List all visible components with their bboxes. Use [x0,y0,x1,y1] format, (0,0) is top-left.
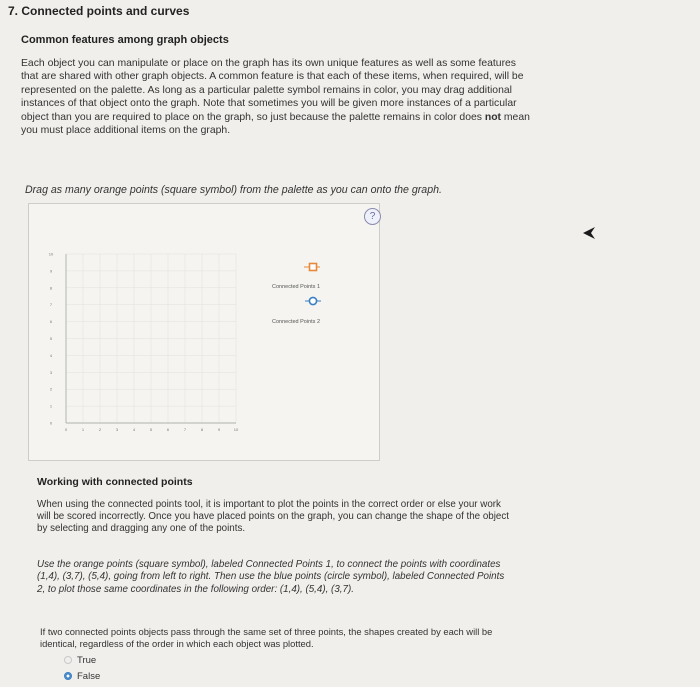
section-title-common-features: Common features among graph objects [21,34,229,46]
option-true[interactable] [64,655,96,666]
y-tick-label: 0 [49,420,53,426]
intro-text-part2: mean you must place additional items on the graph. [21,111,530,137]
x-tick-label: 4 [132,427,136,432]
y-tick-label: 10 [48,251,54,257]
palette-square-marker [310,264,317,271]
x-tick-label: 3 [115,427,119,432]
x-tick-label: 5 [149,427,153,432]
y-tick-label: 1 [49,403,53,409]
palette-label-connected-points-1: Connected Points 1 [272,284,321,290]
option-true-label: True [77,655,97,666]
option-false-label: False [77,671,101,682]
y-tick-label: 7 [49,302,53,308]
radio-false[interactable] [64,672,72,680]
drag-instruction: Drag as many orange points (square symbol) from the palette as you can onto the graph. [25,184,442,196]
palette-circle-symbol[interactable] [305,297,321,304]
mouse-pointer-icon [582,226,596,240]
y-tick-label: 2 [49,386,53,392]
y-tick-label: 5 [49,336,53,341]
help-icon[interactable]: ? [364,208,381,225]
graph-tool[interactable] [28,203,380,461]
x-tick-label: 2 [98,427,102,432]
palette-circle-marker [309,297,316,304]
x-axis-ticks [65,427,239,432]
radio-true[interactable] [64,656,72,664]
x-tick-label: 10 [233,427,239,432]
palette-label-connected-points-2: Connected Points 2 [272,319,321,325]
option-false[interactable] [64,671,100,682]
x-tick-label: 8 [200,427,204,432]
statement-paragraph: If two connected points objects pass through the same set of three points, the shapes created by each will be identical, regardless of the order in which each object was plotted. [40,626,493,649]
y-tick-label: 8 [49,285,53,291]
y-tick-label: 3 [49,369,53,375]
x-tick-label: 1 [81,427,85,432]
intro-paragraph [21,57,531,137]
x-tick-label: 0 [64,427,68,432]
x-tick-label: 6 [166,427,170,432]
x-tick-label: 7 [183,427,187,432]
task-paragraph: Use the orange points (square symbol), labeled Connected Points 1, to connect the points with coordinates (1,4), (3,7), (5,4), going from left to right. Then use the blue points (circle symbol), labeled Connected Points 2, to plot those same coordinates in the following order: (1,4), (5,4), (3,7). [37,559,505,595]
grid-lines [66,254,236,423]
y-tick-label: 6 [49,319,53,325]
palette-square-symbol[interactable] [304,264,320,271]
graph-canvas[interactable] [29,204,379,460]
y-tick-label: 4 [49,352,53,358]
y-tick-label: 9 [49,268,53,274]
intro-text-part1: Each object you can manipulate or place on the graph has its own unique features as well as some features that are shared with other graph objects. A common feature is that each of these items, when required, will be represented on the palette. As long as a particular palette symbol remains in color, you may drag additional instances of that object onto the graph. Note that sometimes you will be given more instances of a particular object than you are required to place on the graph, so just because the palette remains in color does [21,58,524,123]
y-axis-ticks [49,252,54,426]
working-paragraph: When using the connected points tool, it is important to plot the points in the correct order or else your work will be scored incorrectly. Once you have placed points on the graph, you can change the shape of the object by selecting and dragging any one of the points. [37,499,509,535]
x-tick-label: 9 [217,427,221,432]
intro-text-emphasis: not [484,111,501,123]
section-title-working: Working with connected points [37,476,193,488]
question-title: 7. Connected points and curves [8,4,190,18]
